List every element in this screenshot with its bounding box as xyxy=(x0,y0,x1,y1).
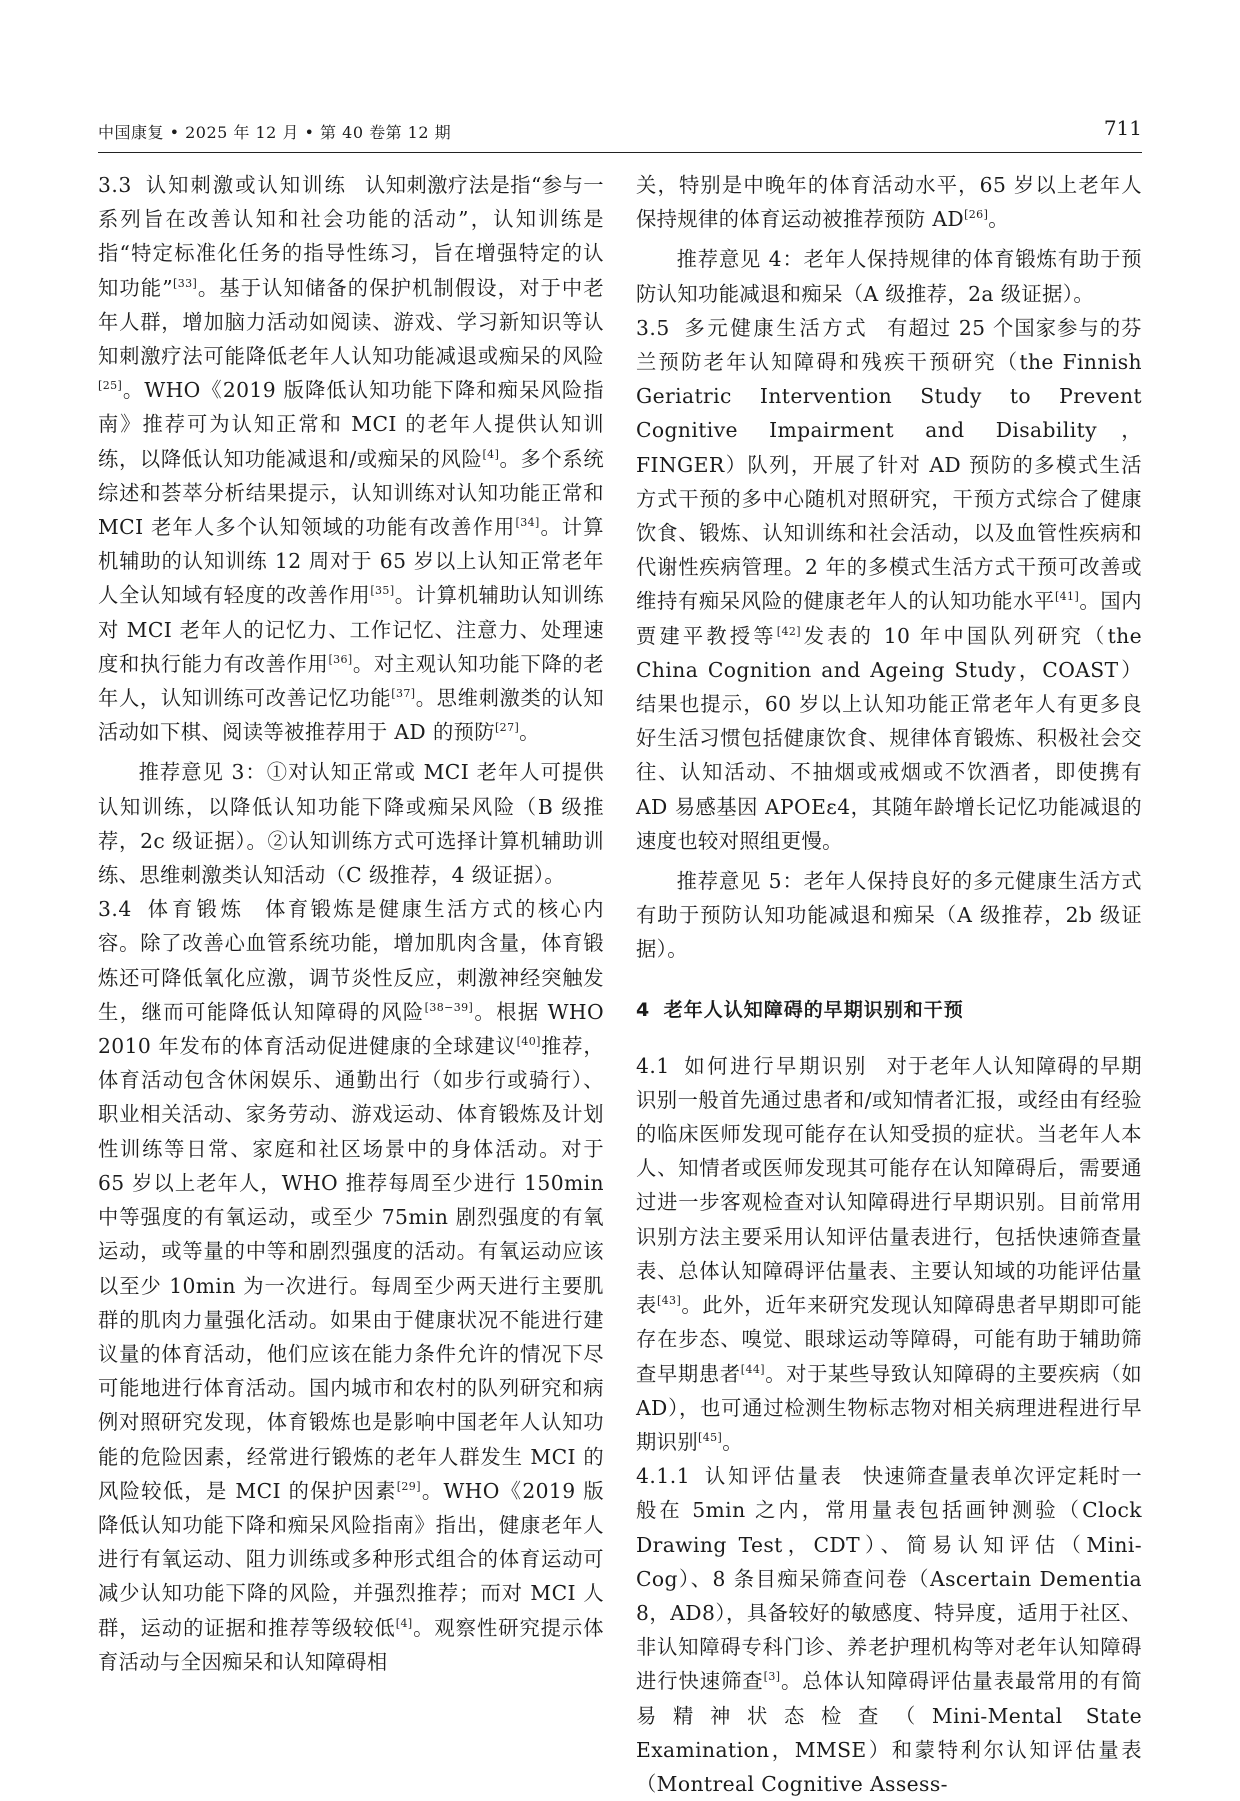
section-number: 3.4 xyxy=(98,897,132,922)
section-heading: 认知评估量表 xyxy=(704,1464,844,1489)
citation-ref: [27] xyxy=(494,721,520,735)
section-heading: 多元健康生活方式 xyxy=(683,315,869,340)
section-3-3-paragraph xyxy=(98,168,604,749)
citation-ref: [34] xyxy=(515,516,540,530)
recommendation-4: 推荐意见 4：老年人保持规律的体育锻炼有助于预防认知功能减退和痴呆（A 级推荐，2a 级证据）。 xyxy=(636,247,1142,306)
citation-ref: [37] xyxy=(391,687,416,701)
body-text: 。思维刺激类的认知活动如下棋、阅读等被推荐用于 AD 的预防 xyxy=(98,686,604,745)
citation-ref: [44] xyxy=(740,1362,765,1376)
citation-ref: [43] xyxy=(656,1294,682,1308)
section-3-4-paragraph xyxy=(98,892,604,1679)
body-text: 体育锻炼是健康生活方式的核心内容。除了改善心血管系统功能，增加肌肉含量，体育锻炼还可降低氧化应激，调节炎性反应，刺激神经突触发生，继而可能降低认知障碍的风险 xyxy=(98,897,604,1024)
section-number: 3.3 xyxy=(98,173,132,197)
body-text: 。国内贾建平教授等 xyxy=(636,589,1142,648)
body-text: 。 xyxy=(519,720,540,745)
citation-ref: [4] xyxy=(482,447,500,461)
citation-ref: [45] xyxy=(698,1431,723,1445)
body-text: 。 xyxy=(988,207,1009,232)
running-header xyxy=(98,118,1142,153)
section-4-heading xyxy=(636,993,1142,1027)
left-column xyxy=(98,168,604,1679)
recommendation-3: 推荐意见 3：①对认知正常或 MCI 老年人可提供认知训练，以降低认知功能下降或痴呆风险（B 级推荐，2c 级证据）。②认知训练方式可选择计算机辅助训练、思维刺激类认知活动（C 级推荐，4 级证据）。 xyxy=(98,760,604,888)
body-text: 。观察性研究提示体育活动与全因痴呆和认知障碍相 xyxy=(98,1615,604,1674)
body-text: 。根据 WHO 2010 年发布的体育活动促进健康的全球建议 xyxy=(98,999,604,1059)
body-text: 关，特别是中晚年的体育活动水平，65 岁以上老年人保持规律的体育运动被推荐预防 AD xyxy=(636,173,1142,232)
body-text: 。此外，近年来研究发现认知障碍患者早期即可能存在步态、嗅觉、眼球运动等障碍，可能有助于辅助筛查早期患者 xyxy=(636,1293,1142,1386)
citation-ref: [4] xyxy=(395,1616,413,1630)
journal-issue-label: 中国康复 • 2025 年 12 月 • 第 40 卷第 12 期 xyxy=(98,123,452,142)
section-number: 4.1 xyxy=(636,1053,670,1078)
body-text: 发表的 10 年中国队列研究（the China Cognition and Ageing Study，COAST）结果也提示，60 岁以上认知功能正常老年人有更多良好生活习惯包括健康饮食、规律体育锻炼、积极社会交往、认知活动、不抽烟或戒烟或不饮酒者，即使携有 AD 易感基因 APOEε4，其随年龄增长记忆功能减退的速度也较对照组更慢。 xyxy=(636,623,1142,853)
section-title: 老年人认知障碍的早期识别和干预 xyxy=(663,998,964,1021)
citation-ref: [33] xyxy=(173,276,198,290)
right-column xyxy=(636,168,1142,1801)
section-4-1-1-paragraph xyxy=(636,1459,1142,1801)
body-text: 有超过 25 个国家参与的芬兰预防老年认知障碍和残疾干预研究（the Finnish Geriatric Intervention Study to Prevent Cognitive Impairment and Disability，FINGER）队列，开展了针对 AD 预防的多模式生活方式干预的多中心随机对照研究，干预方式综合了健康饮食、锻炼、认知训练和社会活动，以及血管性疾病和代谢性疾病管理。2 年的多模式生活方式干预可改善或维持有痴呆风险的健康老年人的认知功能水平 xyxy=(636,315,1142,614)
section-heading: 如何进行早期识别 xyxy=(683,1053,868,1078)
section-heading: 认知刺激或认知训练 xyxy=(145,173,347,197)
body-text: 。计算机辅助认知训练对 MCI 老年人的记忆力、工作记忆、注意力、处理速度和执行能力有改善作用 xyxy=(98,583,604,676)
body-text: 。 xyxy=(722,1429,743,1454)
section-number: 3.5 xyxy=(636,315,670,340)
citation-ref: [40] xyxy=(516,1035,541,1049)
section-heading: 体育锻炼 xyxy=(145,897,246,922)
citation-ref: [36] xyxy=(328,653,353,667)
body-text: 。WHO《2019 版降低认知功能下降和痴呆风险指南》指出，健康老年人进行有氧运动、阻力训练或多种形式组合的体育运动可减少认知功能下降的风险，并强烈推荐；而对 MCI 人群，运动的证据和推荐等级较低 xyxy=(98,1478,604,1640)
body-text: 。基于认知储备的保护机制假设，对于中老年人群，增加脑力活动如阅读、游戏、学习新知识等认知刺激疗法可能降低老年人认知功能减退或痴呆的风险 xyxy=(98,275,605,369)
continued-paragraph xyxy=(636,168,1142,236)
citation-ref: [25] xyxy=(98,379,123,393)
section-3-5-paragraph xyxy=(636,311,1142,858)
citation-ref: [26] xyxy=(964,208,989,222)
recommendation-5: 推荐意见 5：老年人保持良好的多元健康生活方式有助于预防认知功能减退和痴呆（A 级推荐，2b 级证据）。 xyxy=(636,869,1142,962)
body-text: 。多个系统综述和荟萃分析结果提示，认知训练对认知功能正常和 MCI 老年人多个认知领域的功能有改善作用 xyxy=(98,446,604,540)
body-text: 。对于某些导致认知障碍的主要疾病（如 AD），也可通过检测生物标志物对相关病理进程进行早期识别 xyxy=(636,1361,1142,1454)
citation-ref: [41] xyxy=(1054,590,1080,604)
body-text: 认知刺激疗法是指“参与一系列旨在改善认知和社会功能的活动”，认知训练是指“特定标准化任务的指导性练习，旨在增强特定的认知功能” xyxy=(98,173,604,300)
citation-ref: [38−39] xyxy=(424,1001,474,1015)
body-text: 快速筛查量表单次评定耗时一般在 5min 之内，常用量表包括画钟测验（Clock Drawing Test，CDT）、简易认知评估（Mini-Cog）、8 条目痴呆筛查问卷（Ascertain Dementia 8，AD8），具备较好的敏感度、特异度，适用于社区、非认知障碍专科门诊、养老护理机构等对老年认知障碍进行快速筛查 xyxy=(636,1464,1142,1694)
body-text: 。对主观认知功能下降的老年人，认知训练可改善记忆功能 xyxy=(98,651,604,711)
citation-ref: [42] xyxy=(776,624,801,638)
body-text: 推荐，体育活动包含休闲娱乐、通勤出行（如步行或骑行）、职业相关活动、家务劳动、游戏运动、体育锻炼及计划性训练等日常、家庭和社区场景中的身体活动。对于 65 岁以上老年人，WHO 推荐每周至少进行 150min 中等强度的有氧运动，或至少 75min 剧烈强度的有氧运动，或等量的中等和剧烈强度的活动。有氧运动应该以至少 10min 为一次进行。每周至少两天进行主要肌群的肌肉力量强化活动。如果由于健康状况不能进行建议量的体育活动，他们应该在能力条件允许的情况下尽可能地进行体育活动。国内城市和农村的队列研究和病例对照研究发现，体育锻炼也是影响中国老年人认知功能的危险因素，经常进行锻炼的老年人群发生 MCI 的风险较低，是 MCI 的保护因素 xyxy=(98,1034,604,1503)
citation-ref: [3] xyxy=(763,1670,781,1684)
body-text: 。总体认知障碍评估量表最常用的有简易精神状态检查（Mini-Mental State Examination，MMSE）和蒙特利尔认知评估量表（Montreal Cognitive Assess- xyxy=(636,1669,1142,1796)
section-number: 4.1.1 xyxy=(636,1464,691,1489)
body-text: 对于老年人认知障碍的早期识别一般首先通过患者和/或知情者汇报，或经由有经验的临床医师发现可能存在认知受损的症状。当老年人本人、知情者或医师发现其可能存在认知障碍后，需要通过进一步客观检查对认知障碍进行早期识别。目前常用识别方法主要采用认知评估量表进行，包括快速筛查量表、总体认知障碍评估量表、主要认知域的功能评估量表 xyxy=(636,1053,1142,1318)
citation-ref: [29] xyxy=(396,1479,421,1493)
citation-ref: [35] xyxy=(370,584,395,598)
body-text: 。WHO《2019 版降低认知功能下降和痴呆风险指南》推荐可为认知正常和 MCI 的老年人提供认知训练，以降低认知功能减退和/或痴呆的风险 xyxy=(98,378,604,471)
section-4-1-paragraph xyxy=(636,1049,1142,1459)
body-text: 。计算机辅助的认知训练 12 周对于 65 岁以上认知正常老年人全认知域有轻度的改善作用 xyxy=(98,515,604,608)
page-number: 711 xyxy=(1103,116,1142,140)
section-number: 4 xyxy=(636,998,650,1021)
